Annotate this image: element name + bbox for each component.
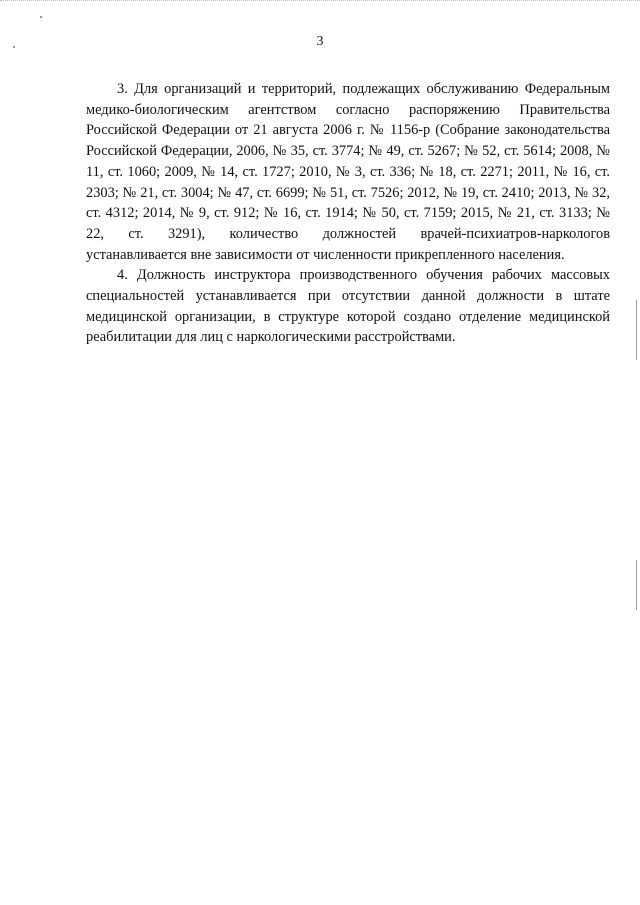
scan-top-edge xyxy=(0,0,640,1)
scan-edge-mark xyxy=(636,560,637,610)
document-body xyxy=(86,79,610,348)
paragraph-4: 4. Должность инструктора производственного обучения рабочих массовых специальностей устанавливается при отсутствии данной должности в штате медицинской организации, в структуре которой создано отделение медицинской реабилитации для лиц с наркологическими расстройствами. xyxy=(86,267,610,346)
scan-edge-mark xyxy=(636,300,637,360)
paragraph-3: 3. Для организаций и территорий, подлежащих обслуживанию Федеральным медико-биологическим агентством согласно распоряжению Правительства Российской Федерации от 21 августа 2006 г. № 1156-р (Собрание законодательства Российской Федерации, 2006, № 35, ст. 3774; № 49, ст. 5267; № 52, ст. 5614; 2008, № 11, ст. 1060; 2009, № 14, ст. 1727; 2010, № 3, ст. 336; № 18, ст. 2271; 2011, № 16, ст. 2303; № 21, ст. 3004; № 47, ст. 6699; № 51, ст. 7526; 2012, № 19, ст. 2410; 2013, № 32, ст. 4312; 2014, № 9, ст. 912; № 16, ст. 1914; № 50, ст. 7159; 2015, № 21, ст. 3133; № 22, ст. 3291), количество должностей врачей-психиатров-наркологов устанавливается вне зависимости от численности прикрепленного населения. xyxy=(86,81,610,263)
page-number: 3 xyxy=(316,34,324,49)
scan-speck xyxy=(40,16,42,18)
